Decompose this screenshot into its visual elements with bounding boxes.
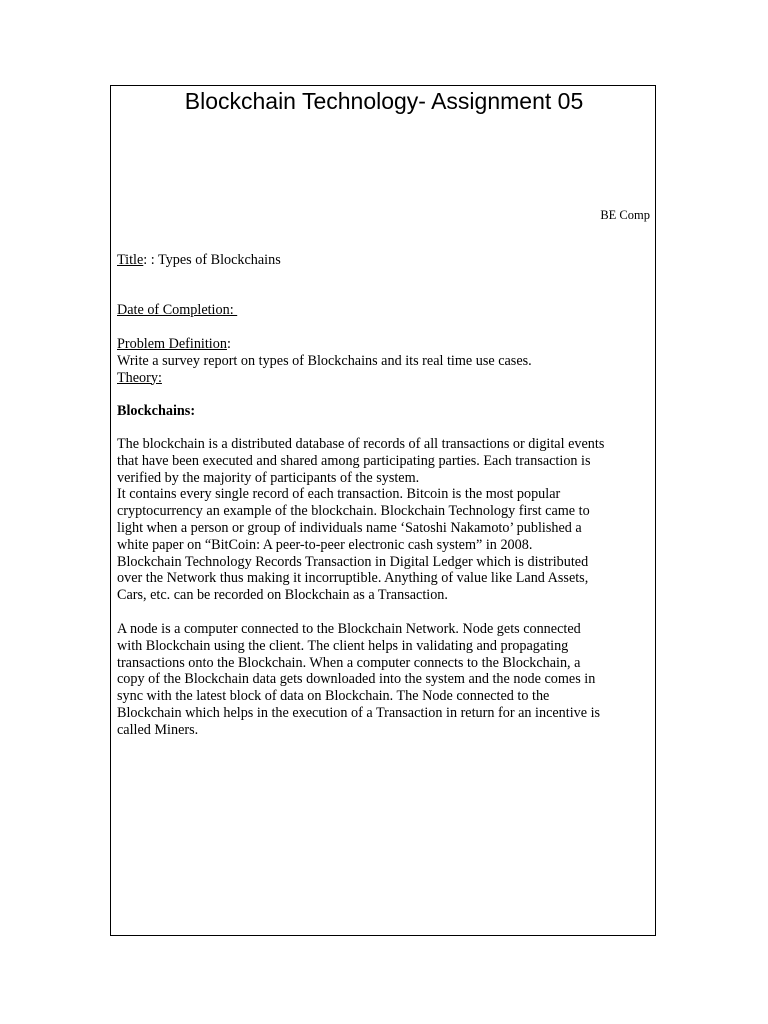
- page-frame: [110, 85, 656, 936]
- paragraph-line: transactions onto the Blockchain. When a computer connects to the Blockchain, a: [117, 654, 581, 671]
- paragraph-line: over the Network thus making it incorruptible. Anything of value like Land Assets,: [117, 570, 589, 587]
- paragraph-line: It contains every single record of each transaction. Bitcoin is the most popular: [117, 486, 561, 503]
- paragraph-line: A node is a computer connected to the Blockchain Network. Node gets connected: [117, 621, 581, 637]
- document-title: Blockchain Technology- Assignment 05: [184, 88, 584, 114]
- paragraph-line: light when a person or group of individuals name ‘Satoshi Nakamoto’ published a: [117, 519, 582, 536]
- problem-definition-label: Problem Definition: [117, 336, 227, 352]
- paragraph-line: white paper on “BitCoin: A peer-to-peer electronic cash system” in 2008.: [117, 536, 533, 553]
- class-label: BE Comp: [600, 208, 650, 222]
- paragraph-line: cryptocurrency an example of the blockchain. Blockchain Technology first came to: [117, 503, 590, 520]
- problem-definition-text: Write a survey report on types of Blockchains and its real time use cases.: [117, 352, 532, 369]
- paragraph-line: Blockchain which helps in the execution of a Transaction in return for an incentive is: [117, 704, 601, 721]
- paragraph-2: [117, 621, 653, 739]
- paragraph-line: called Miners.: [117, 721, 199, 738]
- paragraph-line: verified by the majority of participants of the system.: [117, 469, 420, 486]
- paragraph-line: copy of the Blockchain data gets downloaded into the system and the node comes in: [117, 671, 596, 688]
- paragraph-line: with Blockchain using the client. The client helps in validating and propagating: [117, 637, 569, 654]
- paragraph-line: Cars, etc. can be recorded on Blockchain as a Transaction.: [117, 587, 448, 604]
- section-heading: Blockchains:: [117, 403, 196, 419]
- paragraph-line: The blockchain is a distributed database of records of all transactions or digital events: [117, 436, 605, 452]
- title-field: [117, 252, 653, 269]
- paragraph-line: that have been executed and shared among participating parties. Each transaction is: [117, 452, 591, 469]
- date-of-completion: [117, 302, 653, 319]
- paragraph-1: [117, 436, 653, 604]
- paragraph-line: Blockchain Technology Records Transaction in Digital Ledger which is distributed: [117, 553, 589, 570]
- problem-definition-colon: :: [226, 336, 231, 352]
- date-label: Date of Completion:: [117, 302, 238, 318]
- theory-label: Theory:: [117, 369, 162, 386]
- paragraph-line: sync with the latest block of data on Blockchain. The Node connected to the: [117, 688, 550, 705]
- title-label: Title: [117, 252, 144, 268]
- problem-definition: [117, 336, 653, 386]
- title-value: : : Types of Blockchains: [143, 252, 281, 268]
